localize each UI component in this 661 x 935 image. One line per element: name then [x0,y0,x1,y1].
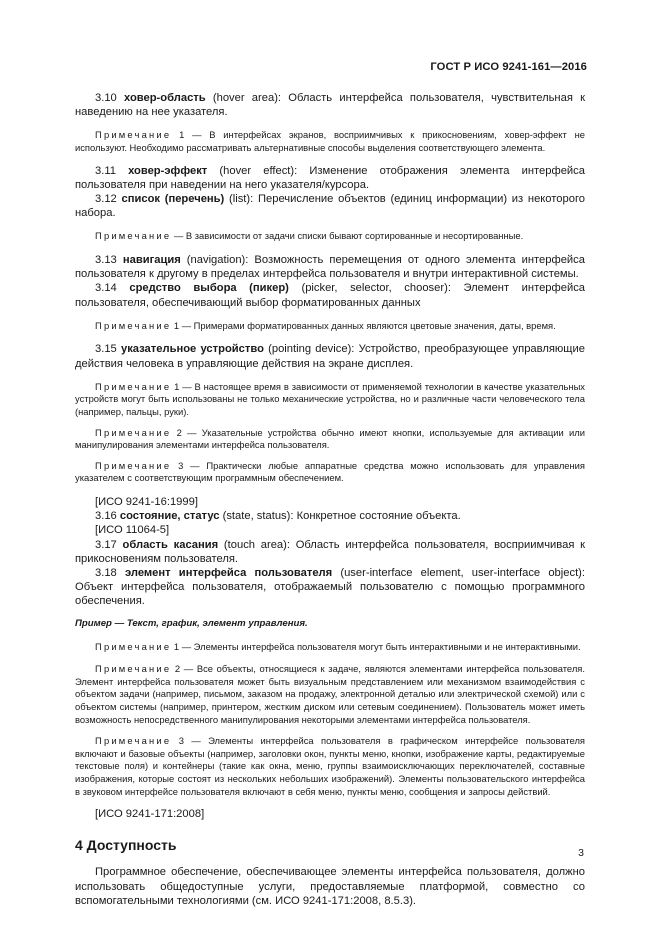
reference-3-16: [ИСО 11064-5] [95,524,170,537]
reference-3-15: [ИСО 9241-16:1999] [95,495,198,508]
term-3-16: 3.16 состояние, статус (state, status): Конкретное состояние объекта. [95,510,461,523]
note-3-12: Примечание — В зависимости от задачи списки бывают сортированные и несортированные. [95,230,524,242]
term-3-15: 3.15 указательное устройство (pointing device): Устройство, преобразующее управляющие действия человека в управляющие действия на экране дисплея. [75,343,585,370]
section-4-paragraph: Программное обеспечение, обеспечивающее элементы интерфейса пользователя, должно использовать общедоступные услуги, предоставляемые платформой, совместно со вспомогательными технологиями (см. ИСО 9241-171:2008, 8.5.3). [75,866,585,907]
term-3-10: 3.10 ховер-область (hover area): Область интерфейса пользователя, чувствительная к наведению на нее указателя. [75,92,585,119]
term-3-11: 3.11 ховер-эффект (hover effect): Изменение отображения элемента интерфейса пользователя при наведении на него указателя/курсора. [75,164,585,191]
term-3-13: 3.13 навигация (navigation): Возможность перемещения от одного элемента интерфейса пользователя к другому в пределах интерфейса пользователя и внутри интерактивной системы. [75,254,585,281]
reference-3-18: [ИСО 9241-171:2008] [95,808,205,821]
page-number: 3 [578,847,584,859]
page-body [75,89,585,908]
note-3-15-3: Примечание 3 — Практически любые аппаратные средства можно использовать для управления указателем с соответствующим программным обеспечением. [75,459,585,484]
section-heading-4: 4 Доступность [75,837,177,854]
term-3-18: 3.18 элемент интерфейса пользователя (user-interface element, user-interface object): Объект интерфейса пользователя, отображаемый пользователю с помощью программного обеспечения. [75,566,586,608]
term-3-14: 3.14 средство выбора (пикер) (picker, selector, chooser): Элемент интерфейса пользователя, обеспечивающий выбор форматированных данных [75,282,586,309]
note-3-18-1: Примечание 1 — Элементы интерфейса пользователя могут быть интерактивными и не интерактивными. [95,640,581,652]
document-header: ГОСТ Р ИСО 9241-161—2016 [430,61,587,73]
term-3-12: 3.12 список (перечень) (list): Перечисление объектов (единиц информации) из некоторого набора. [75,193,586,220]
note-3-14: Примечание 1 — Примерами форматированных данных являются цветовые значения, даты, время. [95,319,556,331]
term-3-17: 3.17 область касания (touch area): Область интерфейса пользователя, восприимчивая к прикосновениям пользователя. [75,538,586,565]
note-3-10: Примечание 1 — В интерфейсах экранов, восприимчивых к прикосновениям, ховер-эффект не используют. Необходимо рассматривать альтернативные способы выделения соответствующего элемента. [75,129,585,153]
note-3-18-2: Примечание 2 — Все объекты, относящиеся к задаче, являются элементами интерфейса пользователя. Элемент интерфейса пользователя может быть визуальным представлением или механизмом взаимодействия с объектом задачи (например, письмом, заказом на продажу, электронной деталью или электрической схемой) или с объектом системы (например, принтером, жестким диском или сетевым соединением). Пользователь может иметь возможность непосредственного манипулирования некоторыми элементами интерфейса пользователя. [75,663,585,725]
note-3-18-3: Примечание 3 — Элементы интерфейса пользователя в графическом интерфейсе пользователя включают и базовые объекты (например, заголовки окон, пункты меню, кнопки, изображение карты, редактируемые текстовые поля) и контейнеры (такие как окна, меню, группы взаимоисключающих переключателей, составные изображения, которые состоят из нескольких небольших изображений). Элементы пользовательского интерфейса в звуковом интерфейсе пользователя включают в себя меню, пункты меню, сообщения и запросы действий. [75,735,585,797]
note-3-15-1: Примечание 1 — В настоящее время в зависимости от применяемой технологии в качестве указательных устройств могут быть использованы не только механические устройства, но и различные части человеческого тела (например, пальцы, руки). [75,380,585,417]
example-3-18: Пример — Текст, график, элемент управления. [75,617,308,629]
note-3-15-2: Примечание 2 — Указательные устройства обычно имеют кнопки, используемые для активации или манипулирования элементами интерфейса пользователя. [75,426,585,451]
